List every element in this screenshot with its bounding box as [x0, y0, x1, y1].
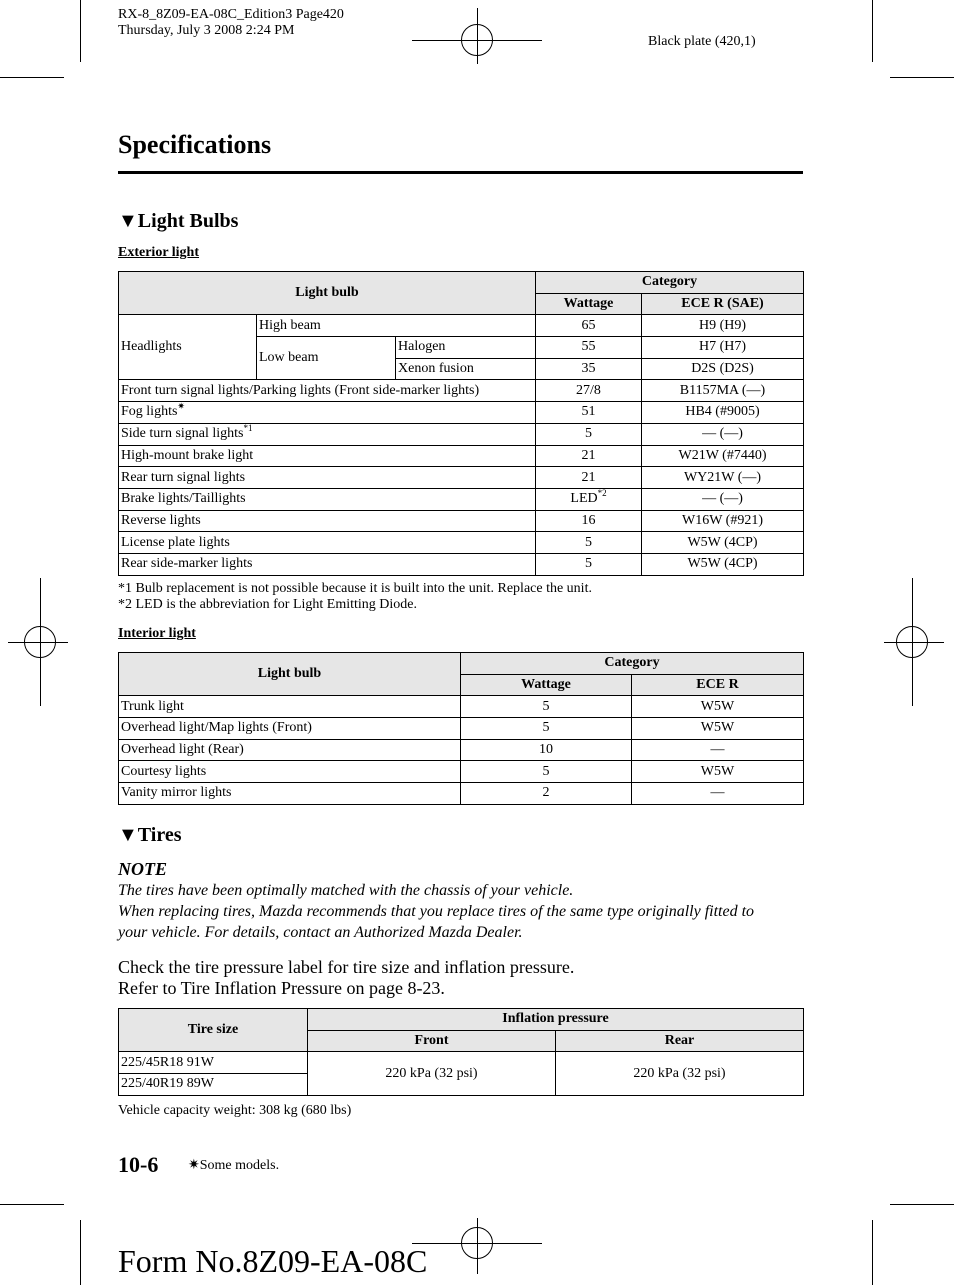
header-ece: ECE R — [632, 674, 804, 696]
ece-cell: WY21W (—) — [642, 467, 804, 489]
footnote: *1 Bulb replacement is not possible because it is built into the unit. Replace the unit. — [118, 581, 592, 596]
ece-cell: — (—) — [642, 488, 804, 510]
xenon-label: Xenon fusion — [396, 358, 536, 380]
bulb-name: License plate lights — [121, 534, 230, 550]
ece-cell: W21W (#7440) — [642, 445, 804, 467]
ece-cell: B1157MA (—) — [642, 380, 804, 402]
bulb-name-cell: Courtesy lights — [119, 761, 461, 783]
bulb-name-cell — [119, 423, 536, 445]
bulb-name-cell: Trunk light — [119, 696, 461, 718]
table-row — [119, 739, 804, 761]
table-header-row — [119, 1009, 804, 1031]
table-row — [119, 445, 804, 467]
wattage-cell: 5 — [461, 696, 632, 718]
wattage-cell: 55 — [536, 337, 642, 359]
wattage-value: 27/8 — [576, 382, 601, 398]
header-category: Category — [461, 653, 804, 675]
table-row — [119, 783, 804, 805]
some-models-text: Some models. — [199, 1158, 280, 1173]
tire-size-cell: 225/45R18 91W — [119, 1052, 308, 1074]
bulb-name-cell: Overhead light/Map lights (Front) — [119, 718, 461, 740]
table-row — [119, 423, 804, 445]
exterior-footnotes — [118, 581, 592, 613]
bulb-name-cell — [119, 532, 536, 554]
wattage-cell: 2 — [461, 783, 632, 805]
note-title: NOTE — [118, 859, 167, 879]
table-row — [119, 510, 804, 532]
ece-cell: — — [632, 739, 804, 761]
table-row — [119, 718, 804, 740]
crop-mark — [890, 77, 954, 78]
table-row — [119, 488, 804, 510]
page-number: 10-6 — [118, 1152, 159, 1177]
subheading-exterior: Exterior light — [118, 245, 200, 260]
bulb-name: Brake lights/Taillights — [121, 491, 246, 507]
wattage-cell — [536, 467, 642, 489]
wattage-cell — [536, 532, 642, 554]
table-header-row — [119, 272, 804, 294]
header-rear: Rear — [556, 1030, 804, 1052]
wattage-cell: 5 — [461, 718, 632, 740]
bulb-name-cell — [119, 402, 536, 424]
ece-cell: HB4 (#9005) — [642, 402, 804, 424]
tire-size-cell: 225/40R19 89W — [119, 1074, 308, 1096]
ece-cell: W5W (4CP) — [642, 553, 804, 575]
table-row — [119, 532, 804, 554]
bulb-name: Front turn signal lights/Parking lights (Front side-marker lights) — [121, 382, 480, 398]
ece-cell: W5W — [632, 696, 804, 718]
registration-circle-icon — [461, 1227, 493, 1259]
wattage-cell — [536, 380, 642, 402]
table-row — [119, 761, 804, 783]
footnote-mark: *1 — [243, 423, 253, 434]
bulb-name-cell — [119, 380, 536, 402]
wattage-cell — [536, 553, 642, 575]
ece-cell: D2S (D2S) — [642, 358, 804, 380]
ece-cell: W5W (4CP) — [642, 532, 804, 554]
subheading-interior: Interior light — [118, 626, 196, 641]
crop-mark — [0, 77, 64, 78]
high-beam-label: High beam — [257, 315, 536, 337]
table-row — [119, 315, 804, 337]
header-category: Category — [536, 272, 804, 294]
ece-cell: — — [632, 783, 804, 805]
table-row — [119, 1052, 804, 1074]
ece-cell: W5W — [632, 718, 804, 740]
ece-cell: — (—) — [642, 423, 804, 445]
bulb-name-cell — [119, 445, 536, 467]
bulb-name: High-mount brake light — [121, 447, 254, 463]
wattage-cell — [536, 423, 642, 445]
date-line: Thursday, July 3 2008 2:24 PM — [118, 23, 295, 38]
tire-pressure-table — [118, 1008, 804, 1096]
header-light-bulb: Light bulb — [119, 272, 536, 315]
registration-circle-icon — [24, 626, 56, 658]
crop-mark — [80, 0, 81, 62]
section-heading-light-bulbs — [118, 210, 238, 233]
note-line: When replacing tires, Mazda recommends that you replace tires of the same type originally fitted to — [118, 903, 755, 920]
headlights-label: Headlights — [119, 315, 257, 380]
registration-circle-icon — [896, 626, 928, 658]
table-row — [119, 467, 804, 489]
interior-light-table — [118, 652, 804, 805]
note-line: The tires have been optimally matched with the chassis of your vehicle. — [118, 882, 574, 899]
table-row — [119, 402, 804, 424]
ece-cell: H7 (H7) — [642, 337, 804, 359]
wattage-cell: 65 — [536, 315, 642, 337]
low-beam-label: Low beam — [257, 337, 396, 380]
bulb-name: Rear side-marker lights — [121, 556, 253, 572]
ece-cell: H9 (H9) — [642, 315, 804, 337]
table-row — [119, 553, 804, 575]
bulb-name: Side turn signal lights — [121, 426, 244, 442]
body-line: Check the tire pressure label for tire size and inflation pressure. — [118, 957, 575, 977]
header-ece: ECE R (SAE) — [642, 293, 804, 315]
table-row — [119, 696, 804, 718]
header-wattage: Wattage — [461, 674, 632, 696]
form-number: Form No.8Z09-EA-08C — [118, 1243, 428, 1279]
page-title: Specifications — [118, 130, 272, 159]
header-tire-size: Tire size — [119, 1009, 308, 1052]
some-models-note — [188, 1158, 279, 1174]
bulb-name-cell — [119, 553, 536, 575]
wattage-cell: 5 — [461, 761, 632, 783]
wattage-cell — [536, 510, 642, 532]
bulb-name: Fog lights — [121, 404, 178, 420]
plate-label: Black plate (420,1) — [648, 34, 756, 49]
footnote-mark: ✷ — [177, 401, 185, 412]
header-light-bulb: Light bulb — [119, 653, 461, 696]
tire-instructions — [118, 957, 574, 999]
crop-mark — [872, 0, 873, 62]
registration-circle-icon — [461, 24, 493, 56]
section-heading-text: Tires — [137, 824, 182, 846]
wattage-value: 5 — [585, 556, 592, 572]
bulb-name: Reverse lights — [121, 512, 201, 528]
wattage-cell — [536, 445, 642, 467]
footnote-mark: *2 — [597, 488, 607, 499]
wattage-value: 5 — [585, 534, 592, 550]
title-rule — [118, 171, 803, 174]
wattage-cell — [536, 488, 642, 510]
file-line: RX-8_8Z09-EA-08C_Edition3 Page420 — [118, 7, 344, 22]
wattage-cell — [536, 402, 642, 424]
crop-mark — [890, 1204, 954, 1205]
bulb-name-cell: Vanity mirror lights — [119, 783, 461, 805]
section-heading-text: Light Bulbs — [137, 210, 239, 232]
wattage-value: 51 — [581, 404, 596, 420]
section-heading-tires — [118, 824, 182, 847]
triangle-down-icon: ▼ — [118, 824, 138, 846]
triangle-down-icon: ▼ — [118, 210, 138, 232]
crop-mark — [80, 1220, 81, 1285]
bulb-name: Rear turn signal lights — [121, 469, 246, 485]
wattage-cell: 35 — [536, 358, 642, 380]
body-line: Refer to Tire Inflation Pressure on page 8-23. — [118, 978, 445, 998]
table-header-row — [119, 653, 804, 675]
wattage-value: 5 — [585, 426, 592, 442]
header-wattage: Wattage — [536, 293, 642, 315]
header-front: Front — [308, 1030, 556, 1052]
table-row — [119, 380, 804, 402]
capacity-weight: Vehicle capacity weight: 308 kg (680 lbs) — [118, 1103, 352, 1118]
crop-mark — [872, 1220, 873, 1285]
ece-cell: W5W — [632, 761, 804, 783]
wattage-value: LED — [570, 491, 598, 507]
asterisk-icon: ✷ — [188, 1158, 200, 1173]
exterior-light-table — [118, 271, 804, 576]
bulb-name-cell — [119, 488, 536, 510]
header-inflation-pressure: Inflation pressure — [308, 1009, 804, 1031]
note-block — [118, 859, 808, 943]
crop-mark — [0, 1204, 64, 1205]
ece-cell: W16W (#921) — [642, 510, 804, 532]
note-line: your vehicle. For details, contact an Authorized Mazda Dealer. — [118, 924, 523, 941]
wattage-value: 16 — [581, 512, 596, 528]
bulb-name-cell — [119, 510, 536, 532]
print-header — [118, 7, 344, 39]
bulb-name-cell: Overhead light (Rear) — [119, 739, 461, 761]
footnote: *2 LED is the abbreviation for Light Emitting Diode. — [118, 597, 417, 612]
wattage-value: 21 — [581, 469, 596, 485]
halogen-label: Halogen — [396, 337, 536, 359]
rear-pressure-cell: 220 kPa (32 psi) — [556, 1052, 804, 1095]
front-pressure-cell: 220 kPa (32 psi) — [308, 1052, 556, 1095]
bulb-name-cell — [119, 467, 536, 489]
wattage-value: 21 — [581, 447, 596, 463]
wattage-cell: 10 — [461, 739, 632, 761]
